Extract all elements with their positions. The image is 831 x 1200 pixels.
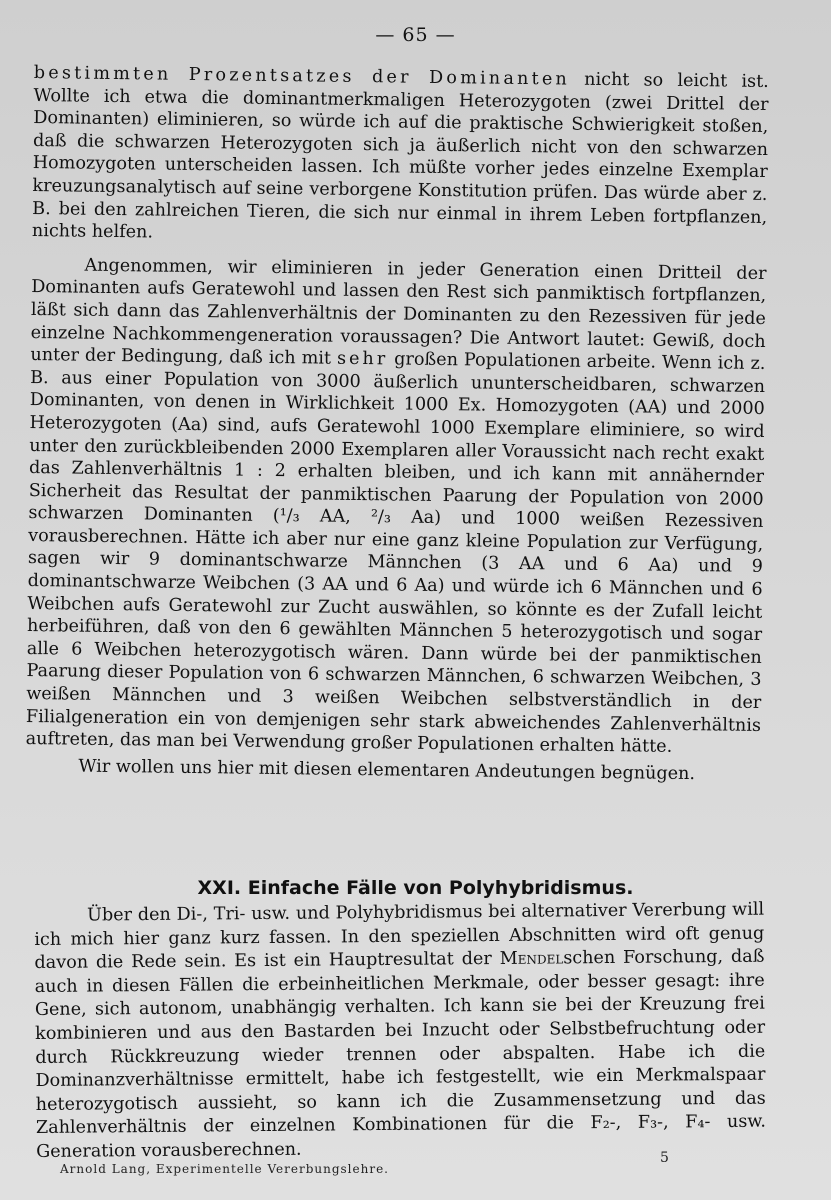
section-paragraph [34,899,766,1165]
main-text-block [25,62,769,786]
paragraph-2-text-b: großen Populationen arbeite. Wenn ich z. B. aus einer Population von 3000 äußerlich ununterscheidbaren, schwarzen Dominanten, von denen in Wirklichkeit 1000 Ex. Homozygoten (AA) und 2000 Heterozygoten (Aa) sind, aufs Geratewohl 1000 Exemplare eliminiere, so wird unter den zurückbleibenden 2000 Exemplaren aller Voraussicht nach recht exakt das Zahlenverhältnis 1 : 2 erhalten bleiben, und ich kann mit annähernder Sicherheit das Resultat der panmiktischen Paarung der Population von 2000 schwarzen Dominanten (¹/₃ AA, ²/₃ Aa) und 1000 weißen Rezessiven vorausberechnen. Hätte ich aber nur eine ganz kleine Population zur Verfügung, sagen wir 9 dominantschwarze Männchen (3 AA und 6 Aa) und 9 dominantschwarze Weibchen (3 AA und 6 Aa) und würde ich 6 Männchen und 6 Weibchen aufs Geratewohl zur Zucht auswählen, so könnte es der Zufall leicht herbeiführen, daß von den 6 gewählten Männchen 5 heterozygotisch und sogar alle 6 Weibchen heterozygotisch wären. Dann würde bei der panmiktischen Paarung dieser Population von 6 schwarzen Männchen, 6 schwarzen Weibchen, 3 weißen Männchen und 3 weißen Weibchen selbstverständlich in der Filialgeneration ein von demjenigen sehr stark abweichendes Zahlenverhältnis auftreten, das man bei Verwendung großer Populationen erhalten hätte. [25,349,766,758]
section-heading: XXI. Einfache Fälle von Polyhybridismus. [197,877,634,899]
paragraph-2-text-a: Angenommen, wir eliminieren in jeder Generation einen Dritteil der Dominanten aufs Geratewohl und lassen den Rest sich panmiktisch fortpflanzen, läßt sich dann das Zahlenverhältnis der Dominanten zu den Rezessiven für jede einzelne Nachkommengeneration voraussagen? Die Antwort lautet: Gewiß, doch unter der Bedingung, daß ich mit [30,255,767,369]
section-paragraph-text-a: Über den Di-, Tri- usw. und Polyhybridismus bei alternativer Vererbung will ich mich hier ganz kurz fassen. In den speziellen Abschnitten wird oft genug davon die Rede sein. Es ist ein Hauptresultat der [34,899,765,974]
footer-signature-mark: 5 [660,1150,669,1166]
paragraph-3: Wir wollen uns hier mit diesen elementaren Andeutungen begnügen. [78,756,696,784]
footer-author-title: Arnold Lang, Experimentelle Vererbungslehre. [60,1162,389,1176]
paragraph-1 [32,62,769,252]
section-paragraph-text-b: schen Forschung, daß auch in diesen Fällen die erbeinheitlichen Merkmale, oder besser gesagt: ihre Gene, sich autonom, unabhängig verhalten. Ich kann sie bei der Kreuzung frei kombinieren und aus den Bastarden bei Inzucht oder Selbstbefruchtung oder durch Rückkreuzung wieder trennen oder abspalten. Habe ich die Dominanzverhältnisse ermittelt, habe ich festgestellt, wie ein Merkmalspaar heterozygotisch aussieht, so kann ich die Zusammensetzung und das Zahlenverhältnis der einzelnen Kombinationen für die F₂-, F₃-, F₄- usw. Generation vorausberechnen. [34,946,767,1162]
author-name-smallcaps: Mendel [499,948,564,970]
spaced-emphasis: bestimmten Prozentsatzes der Dominanten [33,62,571,90]
paragraph-1-text: nicht so leicht ist. Wollte ich etwa die dominantmerkmaligen Heterozygoten (zwei Drittel der Dominanten) eliminieren, so würde ich auf die praktische Schwierigkeit stoßen, daß die schwarzen Heterozygoten sich ja äußerlich nicht von den schwarzen Homozygoten unterscheiden lassen. Ich müßte vorher jedes einzelne Exemplar kreuzungsanalytisch auf seine verborgene Konstitution prüfen. Das würde aber z. B. bei den zahlreichen Tieren, die sich nur einmal in ihrem Leben fortpflanzen, nichts helfen. [31,69,769,243]
page-number-header: — 65 — [375,24,456,46]
spaced-emphasis: sehr [336,348,389,370]
paragraph-2 [26,254,767,760]
section-text-block [34,899,766,1165]
